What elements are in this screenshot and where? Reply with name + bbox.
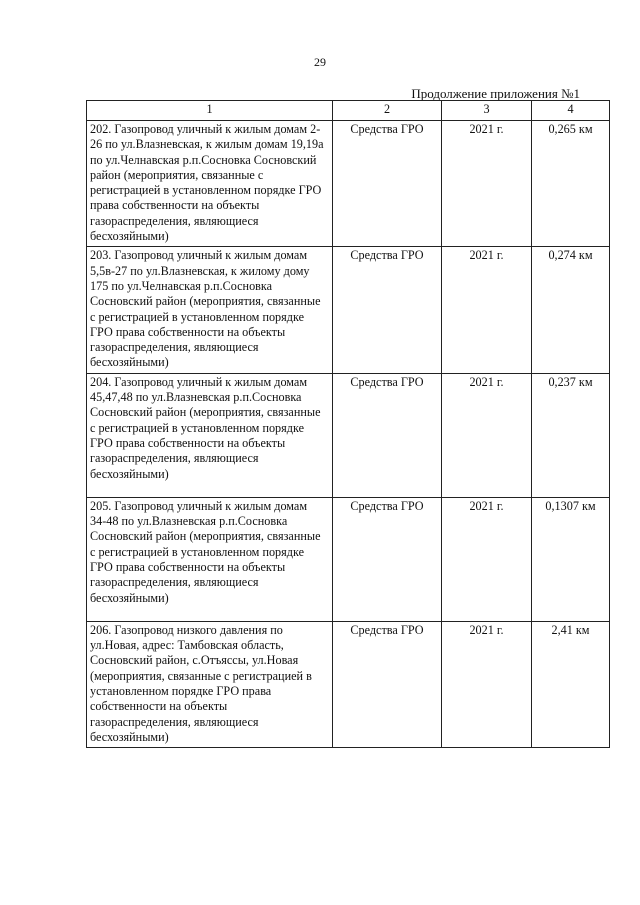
row-description: 202. Газопровод уличный к жилым домам 2-26 по ул.Влазневская, к жилым домам 19,19а по ул.Челнавская р.п.Сосновка Сосновский район (мероприятия, связанные с регистрацией в установленном порядке ГРО права собственности на объекты газораспределения, являющиеся бесхозяйными) (87, 121, 333, 247)
row-year: 2021 г. (442, 621, 532, 747)
column-header: 4 (532, 101, 610, 121)
row-year: 2021 г. (442, 121, 532, 247)
continuation-label: Продолжение приложения №1 (411, 86, 580, 101)
row-funding-source: Средства ГРО (333, 247, 442, 373)
column-header: 2 (333, 101, 442, 121)
table-header-row (87, 101, 610, 121)
row-funding-source: Средства ГРО (333, 121, 442, 247)
row-year: 2021 г. (442, 497, 532, 621)
appendix-table (86, 100, 610, 748)
row-description: 205. Газопровод уличный к жилым домам 34-48 по ул.Влазневская р.п.Сосновка Сосновский район (мероприятия, связанные с регистрацией в установленном порядке ГРО права собственности на объекты газораспределения, являющиеся бесхозяйными) (87, 497, 333, 621)
row-description: 203. Газопровод уличный к жилым домам 5,5в-27 по ул.Влазневская, к жилому дому 175 по ул.Челнавская р.п.Сосновка Сосновский район (мероприятия, связанные с регистрацией в установленном порядке ГРО права собственности на объекты газораспределения, являющиеся бесхозяйными) (87, 247, 333, 373)
row-length: 0,237 км (532, 373, 610, 497)
table-row (87, 497, 610, 621)
table-row (87, 621, 610, 747)
row-year: 2021 г. (442, 373, 532, 497)
row-length: 2,41 км (532, 621, 610, 747)
row-length: 0,1307 км (532, 497, 610, 621)
row-length: 0,274 км (532, 247, 610, 373)
column-header: 3 (442, 101, 532, 121)
row-year: 2021 г. (442, 247, 532, 373)
table-row (87, 121, 610, 247)
page-number: 29 (314, 55, 326, 69)
row-description: 204. Газопровод уличный к жилым домам 45,47,48 по ул.Влазневская р.п.Сосновка Сосновский район (мероприятия, связанные с регистрацией в установленном порядке ГРО права собственности на объекты газораспределения, являющиеся бесхозяйными) (87, 373, 333, 497)
table-row (87, 247, 610, 373)
row-description: 206. Газопровод низкого давления по ул.Новая, адрес: Тамбовская область, Сосновский район, с.Отъяссы, ул.Новая (мероприятия, связанные с регистрацией в установленном порядке ГРО права собственности на объекты газораспределения, являющиеся бесхозяйными) (87, 621, 333, 747)
row-funding-source: Средства ГРО (333, 621, 442, 747)
table-row (87, 373, 610, 497)
row-length: 0,265 км (532, 121, 610, 247)
column-header: 1 (87, 101, 333, 121)
row-funding-source: Средства ГРО (333, 497, 442, 621)
row-funding-source: Средства ГРО (333, 373, 442, 497)
